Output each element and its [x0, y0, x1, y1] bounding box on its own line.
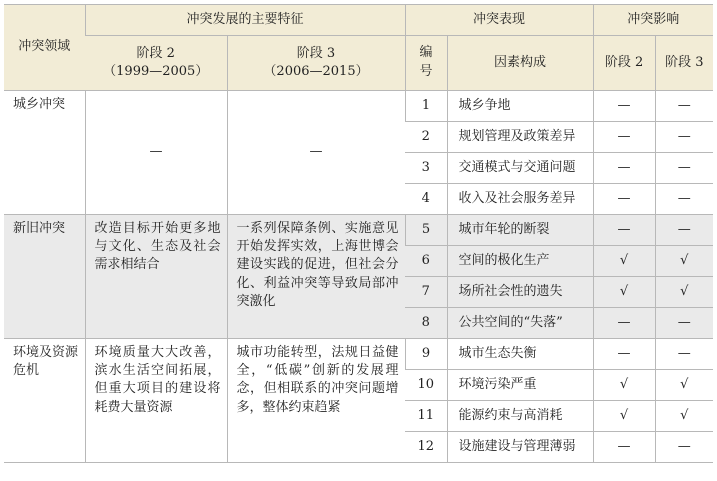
stage3-header [227, 36, 405, 91]
row-number: 1 [405, 91, 447, 122]
impact-stage3-header: 阶段 3 [655, 36, 713, 91]
stage2-label: 阶段 2 [136, 45, 175, 61]
impact-stage3-mark: √ [655, 370, 713, 401]
impact-stage3-mark: — [655, 184, 713, 215]
domain-cell: 城乡冲突 [4, 91, 85, 215]
impact-stage3-mark: — [655, 215, 713, 246]
stage2-feature-cell: 改造目标开始更多地与文化、生态及社会需求相结合 [85, 215, 227, 339]
impact-stage2-mark: — [593, 308, 655, 339]
impact-stage3-mark: — [655, 308, 713, 339]
factor-cell: 公共空间的“失落” [447, 308, 593, 339]
impact-stage2-mark: √ [593, 277, 655, 308]
domain-cell: 新旧冲突 [4, 215, 85, 339]
impact-stage2-mark: — [593, 339, 655, 370]
manifestation-group-header: 冲突表现 [405, 5, 593, 36]
impact-stage2-mark: — [593, 153, 655, 184]
impact-stage3-mark: — [655, 122, 713, 153]
row-number: 12 [405, 432, 447, 463]
stage2-feature-cell: 环境质量大大改善，滨水生活空间拓展，但重大项目的建设将耗费大量资源 [85, 339, 227, 463]
factor-cell: 空间的极化生产 [447, 246, 593, 277]
number-column-header [405, 36, 447, 91]
row-number: 10 [405, 370, 447, 401]
stage2-years: （1999—2005） [103, 64, 209, 79]
impact-stage3-mark: — [655, 339, 713, 370]
row-number: 3 [405, 153, 447, 184]
factor-cell: 场所社会性的遗失 [447, 277, 593, 308]
features-group-header: 冲突发展的主要特征 [85, 5, 405, 36]
impact-stage3-mark: — [655, 153, 713, 184]
impact-stage2-mark: — [593, 122, 655, 153]
stage3-years: （2006—2015） [263, 64, 369, 79]
stage3-feature-cell: 城市功能转型，法规日益健全，“低碳”创新的发展理念，但相联系的冲突问题增多，整体约束趋紧 [227, 339, 405, 463]
stage2-header [85, 36, 227, 91]
factor-cell: 交通模式与交通问题 [447, 153, 593, 184]
factor-column-header: 因素构成 [447, 36, 593, 91]
impact-stage2-mark: — [593, 215, 655, 246]
row-number: 7 [405, 277, 447, 308]
impact-stage3-mark: — [655, 91, 713, 122]
factor-cell: 城乡争地 [447, 91, 593, 122]
impact-group-header: 冲突影响 [593, 5, 713, 36]
impact-stage2-mark: √ [593, 246, 655, 277]
impact-stage3-mark: — [655, 432, 713, 463]
impact-stage2-mark: — [593, 432, 655, 463]
impact-stage3-mark: √ [655, 246, 713, 277]
number-column-label: 编号 [419, 45, 433, 79]
impact-stage2-mark: — [593, 184, 655, 215]
row-number: 11 [405, 401, 447, 432]
factor-cell: 设施建设与管理薄弱 [447, 432, 593, 463]
stage3-feature-cell: 一系列保障条例、实施意见开始发挥实效，上海世博会建设实践的促进，但社会分化、利益冲突等导致局部冲突激化 [227, 215, 405, 339]
row-number: 4 [405, 184, 447, 215]
stage2-feature-cell: — [85, 91, 227, 215]
domain-cell: 环境及资源危机 [4, 339, 85, 463]
row-number: 9 [405, 339, 447, 370]
factor-cell: 能源约束与高消耗 [447, 401, 593, 432]
factor-cell: 规划管理及政策差异 [447, 122, 593, 153]
row-number: 2 [405, 122, 447, 153]
factor-cell: 环境污染严重 [447, 370, 593, 401]
row-number: 8 [405, 308, 447, 339]
impact-stage3-mark: √ [655, 277, 713, 308]
impact-stage2-mark: — [593, 91, 655, 122]
factor-cell: 城市生态失衡 [447, 339, 593, 370]
row-number: 6 [405, 246, 447, 277]
domain-column-header: 冲突领域 [4, 5, 85, 91]
conflict-table [4, 4, 713, 463]
stage3-label: 阶段 3 [296, 45, 336, 61]
factor-cell: 城市年轮的断裂 [447, 215, 593, 246]
row-number: 5 [405, 215, 447, 246]
impact-stage2-mark: √ [593, 370, 655, 401]
impact-stage2-mark: √ [593, 401, 655, 432]
factor-cell: 收入及社会服务差异 [447, 184, 593, 215]
impact-stage2-header: 阶段 2 [593, 36, 655, 91]
impact-stage3-mark: √ [655, 401, 713, 432]
stage3-feature-cell: — [227, 91, 405, 215]
